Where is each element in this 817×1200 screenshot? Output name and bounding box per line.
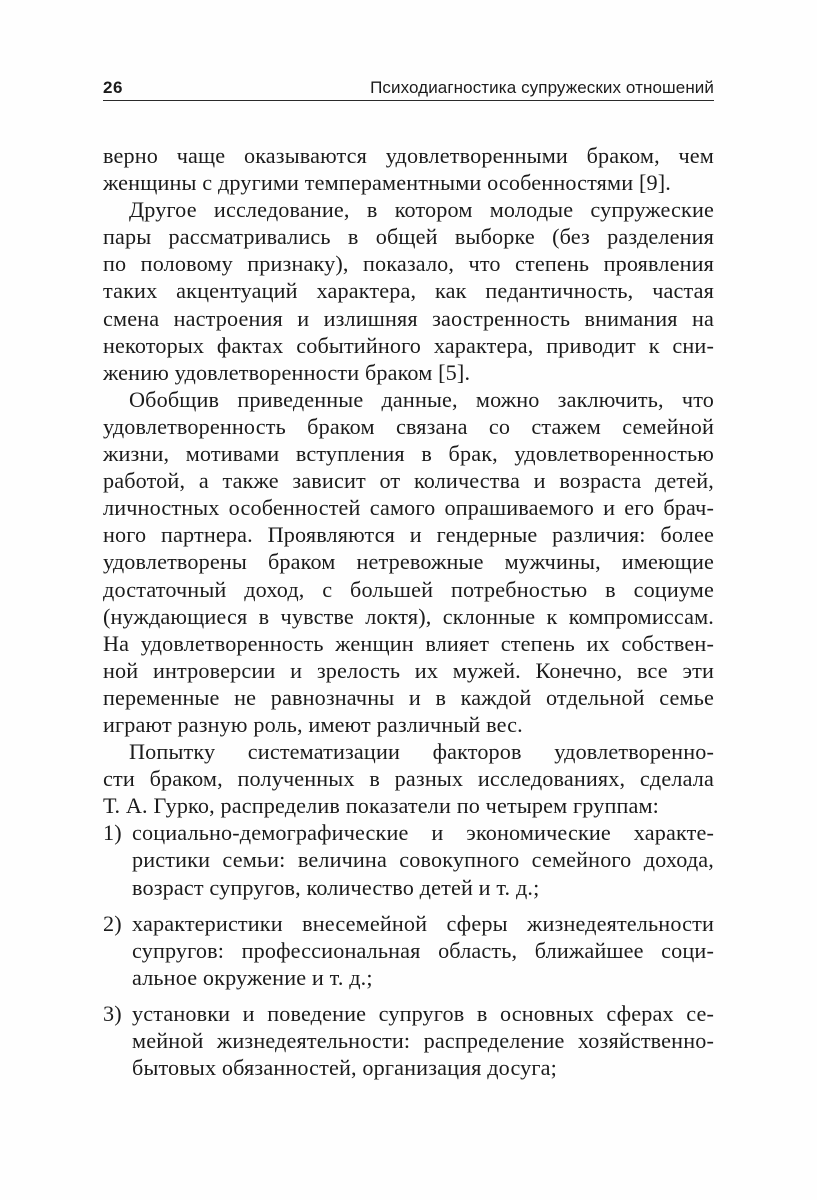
list-item (103, 1000, 714, 1081)
body-text (103, 142, 714, 1081)
text-line: верно чаще оказываются удовлетворенными браком, чем (103, 143, 714, 168)
paragraph (103, 142, 714, 196)
text-line: бытовых обязанностей, организация досуга; (132, 1055, 557, 1081)
text-line: достаточный доход, с большей потребностью в социуме (103, 576, 714, 602)
text-line: личностных особенностей самого опрашиваемого и его брач- (103, 495, 714, 521)
text-line: работой, а также зависит от количества и возраста детей, (103, 468, 714, 494)
text-line: Т. А. Гурко, распределив показатели по четырем группам: (103, 793, 660, 819)
text-line: Обобщив приведенные данные, можно заключить, что (129, 386, 714, 412)
list-item-text (132, 1000, 714, 1081)
list-item-text (132, 910, 714, 991)
text-line: удовлетворены браком нетревожные мужчины, имеющие (103, 549, 714, 575)
text-line: характеристики внесемейной сферы жизнедеятельности (132, 910, 714, 936)
text-line: Попытку систематизации факторов удовлетворенно- (129, 739, 714, 765)
paragraph (103, 196, 714, 386)
text-line: ристики семьи: величина совокупного семейного дохода, (132, 847, 714, 873)
list-item (103, 910, 714, 991)
page-number: 26 (103, 78, 123, 97)
text-line: супругов: профессиональная область, ближайшее соци- (132, 937, 714, 963)
text-line: жизни, мотивами вступления в брак, удовлетворенностью (103, 441, 714, 467)
list-marker: 3) (103, 1000, 122, 1026)
text-line: жению удовлетворенности браком [5]. (103, 359, 471, 385)
header-rule (103, 100, 714, 101)
text-line: социально-демографические и экономические характе- (132, 820, 714, 846)
text-line: мейной жизнедеятельности: распределение хозяйственно- (132, 1028, 714, 1053)
text-line: некоторых фактах событийного характера, приводит к сни- (103, 332, 714, 358)
text-line: возраст супругов, количество детей и т. д.; (132, 874, 540, 900)
text-line: сти браком, полученных в разных исследованиях, сделала (103, 766, 714, 792)
text-line: переменные не равнозначны и в каждой отдельной семье (103, 684, 714, 710)
text-line: установки и поведение супругов в основных сферах се- (132, 1000, 714, 1026)
paragraph (103, 386, 714, 738)
text-line: женщины с другими темпераментными особенностями [9]. (103, 170, 671, 196)
paragraph (103, 738, 714, 819)
paragraphs (103, 142, 714, 819)
running-head (103, 74, 714, 102)
text-line: ного партнера. Проявляются и гендерные различия: более (103, 522, 714, 548)
text-line: Другое исследование, в котором молодые супружеские (129, 197, 714, 223)
text-line: по половому признаку), показало, что степень проявления (103, 251, 714, 277)
text-line: удовлетворенность браком связана со стажем семейной (103, 413, 714, 439)
text-line: (нуждающиеся в чувстве локтя), склонные к компромиссам. (103, 603, 714, 629)
text-line: На удовлетворенность женщин влияет степень их собствен- (103, 630, 714, 656)
text-line: пары рассматривались в общей выборке (без разделения (103, 224, 714, 250)
text-line: смена настроения и излишняя заостренность внимания на (103, 305, 714, 331)
list-item-text (132, 819, 714, 900)
list-marker: 2) (103, 910, 122, 936)
list-marker: 1) (103, 820, 122, 846)
numbered-list (103, 819, 714, 1081)
running-title: Психодиагностика супружеских отношений (370, 78, 714, 97)
text-line: альное окружение и т. д.; (132, 964, 373, 990)
text-line: таких акцентуаций характера, как педантичность, частая (103, 278, 714, 304)
list-item (103, 819, 714, 900)
text-line: ной интроверсии и зрелость их мужей. Конечно, все эти (103, 657, 714, 683)
text-line: играют разную роль, имеют различный вес. (103, 711, 523, 737)
